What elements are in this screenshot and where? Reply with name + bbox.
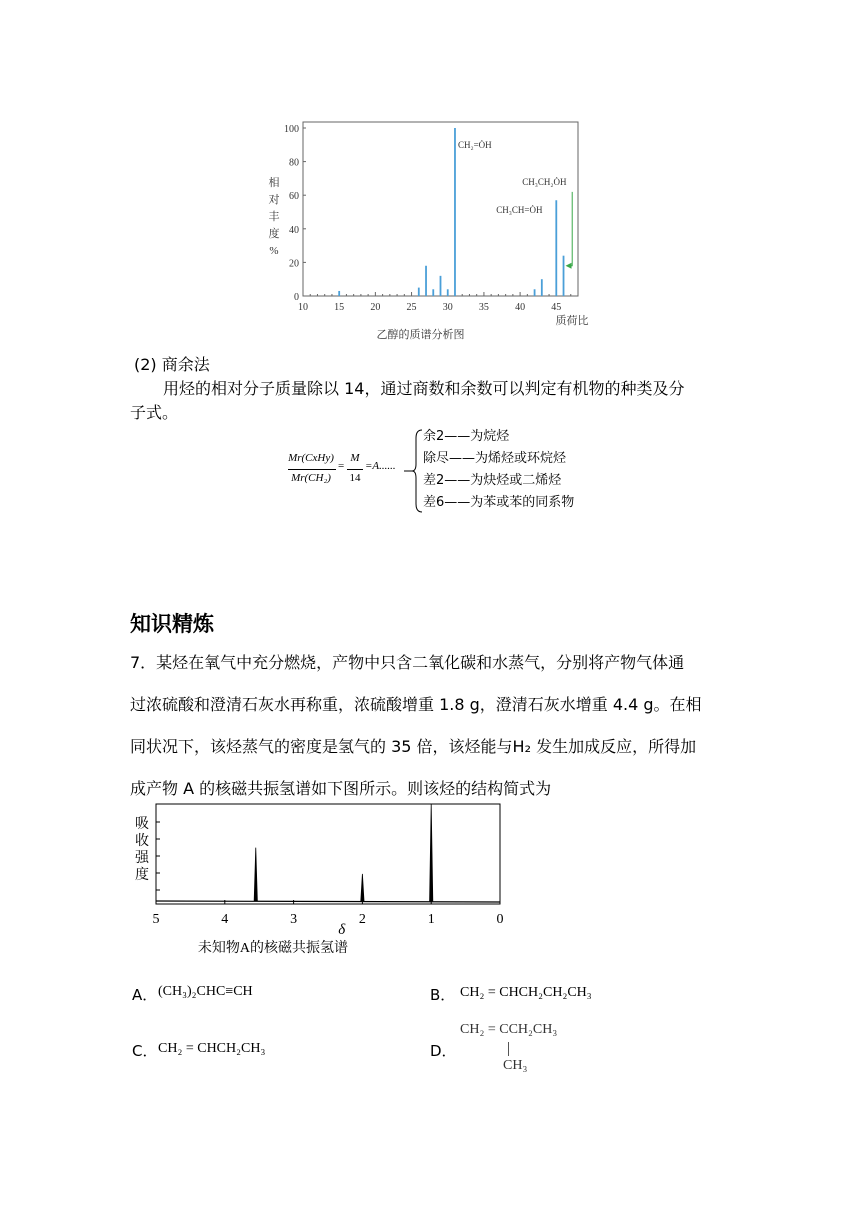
nmr-x-tick-label: 1: [427, 912, 435, 927]
formula-result: =A......: [365, 460, 396, 472]
method-heading: (2) 商余法: [134, 355, 210, 374]
ms-peak-label: CH₂=ȮH: [457, 140, 492, 150]
ms-y-tick-label: 80: [289, 157, 299, 169]
ms-x-tick-label: 25: [406, 302, 417, 313]
cases-list: [423, 426, 574, 514]
ms-ylabel-char: %: [269, 245, 279, 257]
nmr-ylabel-char: 强: [135, 851, 149, 866]
option-a-formula: (CH₃)₂CHC≡CH: [158, 984, 253, 999]
nmr-x-tick-label: 2: [358, 912, 366, 927]
formula-m: M: [350, 452, 360, 464]
nmr-peak: [254, 848, 257, 901]
option-d-branch: CH₃: [503, 1058, 528, 1073]
ms-caption: 乙醇的质谱分析图: [376, 329, 465, 341]
nmr-frame: [156, 804, 500, 904]
ms-peak-label: CH₃CH=ȮH: [496, 205, 543, 216]
nmr-x-tick-label: 5: [152, 912, 160, 927]
option-b-formula: CH₂ = CHCH₂CH₂CH₃: [460, 985, 592, 1000]
question-line: 过浓硫酸和澄清石灰水再称重，浓硫酸增重 1.8 g，澄清石灰水增重 4.4 g。在相: [130, 695, 702, 714]
case-item: 除尽——为烯烃或环烷烃: [423, 451, 567, 466]
option-b-label[interactable]: B．: [430, 986, 456, 1004]
ms-xlabel: 质荷比: [555, 315, 589, 327]
ms-ylabel-char: 对: [268, 194, 280, 206]
ms-ylabel-char: 度: [268, 228, 280, 240]
mass-spec-chart: [258, 112, 598, 348]
nmr-peak: [361, 874, 364, 901]
ms-x-tick-label: 10: [298, 302, 308, 313]
ms-peak-label: CH₃CH₂ȮH: [522, 177, 567, 188]
ms-y-tick-label: 20: [289, 258, 299, 270]
ms-y-tick-label: 0: [294, 292, 299, 303]
ms-x-tick-label: 30: [442, 302, 453, 313]
question-line: 成产物 A 的核磁共振氢谱如下图所示。则该烃的结构简式为: [130, 779, 552, 798]
ms-x-tick-label: 15: [334, 302, 345, 313]
formula-numerator: Mr(CxHy): [288, 452, 334, 464]
ms-y-tick-label: 60: [289, 191, 299, 203]
question-line: 同状况下，该烃蒸气的密度是氢气的 35 倍，该烃能与H₂ 发生加成反应，所得加: [130, 737, 697, 756]
option-d-formula: CH₂ = CCH₂CH₃: [460, 1022, 558, 1037]
nmr-ylabel-char: 吸: [135, 817, 149, 832]
ms-x-tick-label: 20: [370, 302, 381, 313]
case-item: 余2——为烷烃: [423, 429, 510, 444]
ms-y-tick-label: 40: [289, 224, 299, 236]
quotient-formula: Mr(CxHy) Mr(CH₂) = M 14 =A......: [288, 452, 396, 484]
ms-ylabel-char: 丰: [268, 211, 280, 223]
nmr-x-tick-label: 4: [221, 912, 229, 927]
case-item: 差6——为苯或苯的同系物: [423, 495, 575, 510]
nmr-x-tick-label: 3: [290, 912, 298, 927]
nmr-xlabel: δ: [338, 922, 346, 938]
nmr-ylabel-char: 度: [135, 868, 149, 883]
method-line-1: 用烃的相对分子质量除以 14，通过商数和余数可以判定有机物的种类及分: [163, 379, 685, 398]
ms-x-tick-label: 45: [551, 302, 562, 313]
nmr-peak: [430, 804, 433, 901]
question-7: [130, 642, 702, 810]
nmr-baseline: [156, 901, 500, 902]
nmr-x-tick-label: 0: [496, 912, 504, 927]
question-line: 7．某烃在氧气中充分燃烧，产物中只含二氧化碳和水蒸气，分别将产物气体通: [130, 653, 685, 672]
formula-14: 14: [349, 472, 361, 484]
option-a-label[interactable]: A．: [132, 986, 158, 1004]
method-line-2: 子式。: [130, 403, 179, 422]
ms-arrow-head: [566, 263, 572, 269]
case-item: 差2——为炔烃或二烯烃: [423, 473, 562, 488]
branch-bond: [508, 1042, 509, 1056]
nmr-ylabel-char: 收: [135, 834, 149, 849]
ms-arrow: [568, 192, 573, 266]
section-title: 知识精炼: [130, 612, 214, 636]
ms-x-tick-label: 35: [478, 302, 489, 313]
option-c-label[interactable]: C．: [132, 1042, 158, 1060]
nmr-chart: [128, 798, 518, 968]
formula-denominator: Mr(CH₂): [291, 472, 331, 484]
ms-x-tick-label: 40: [515, 302, 526, 313]
brace-connector: [404, 428, 424, 514]
option-c-formula: CH₂ = CHCH₂CH₃: [158, 1041, 266, 1056]
ms-y-tick-label: 100: [284, 124, 299, 135]
ms-ylabel-char: 相: [268, 177, 280, 189]
option-d-label[interactable]: D．: [430, 1042, 457, 1060]
nmr-caption: 未知物A的核磁共振氢谱: [197, 941, 349, 956]
